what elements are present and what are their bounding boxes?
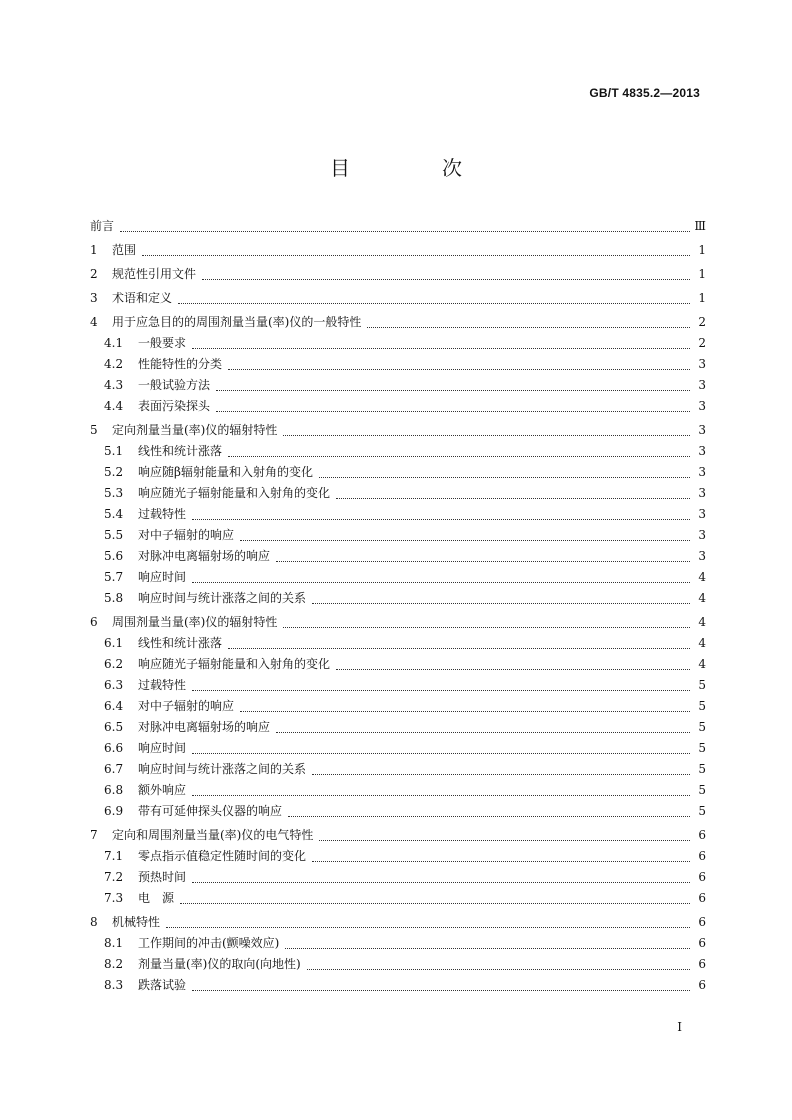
dot-leader [228,368,690,370]
toc-entry[interactable] [90,867,706,888]
dot-leader [288,815,690,817]
toc-entry[interactable] [90,288,706,309]
toc-entry-label: 响应时间与统计涨落之间的关系 [138,591,307,605]
toc-entry[interactable] [90,216,706,237]
toc-entry[interactable] [90,264,706,285]
toc-entry-page: 1 [698,243,706,257]
dot-leader [228,647,690,649]
toc-entry[interactable] [90,354,706,375]
toc-entry-number: 6.5 [104,720,124,734]
toc-entry[interactable] [90,504,706,525]
dot-leader [192,794,690,796]
dot-leader [367,326,690,328]
toc-entry[interactable] [90,780,706,801]
toc-entry-label: 响应随光子辐射能量和入射角的变化 [138,657,331,671]
toc-entry-number: 8 [90,915,98,929]
toc-entry[interactable] [90,801,706,822]
dot-leader [192,881,690,883]
toc-entry-number: 2 [90,267,98,281]
toc-entry-label: 规范性引用文件 [112,267,197,281]
toc-entry[interactable] [90,825,706,846]
toc-entry-number: 8.1 [104,936,124,950]
toc-entry-page: 5 [698,804,706,818]
toc-entry-label: 工作期间的冲击(颤噪效应) [138,936,280,950]
toc-entry-label: 前言 [90,219,115,233]
toc-entry-label: 过载特性 [138,507,187,521]
toc-entry-page: 5 [698,783,706,797]
dot-leader [192,581,690,583]
toc-entry-label: 额外响应 [138,783,187,797]
toc-entry-page: 3 [698,486,706,500]
toc-entry-label: 一般要求 [138,336,187,350]
toc-entry-number: 6.7 [104,762,124,776]
toc-entry[interactable] [90,975,706,996]
toc-entry-label: 机械特性 [112,915,161,929]
toc-entry-number: 6.2 [104,657,124,671]
toc-entry-number: 5.1 [104,444,124,458]
toc-entry-page: 3 [698,507,706,521]
toc-entry[interactable] [90,420,706,441]
toc-entry-page: 5 [698,741,706,755]
toc-entry-page: 4 [698,657,706,671]
toc-entry[interactable] [90,717,706,738]
toc-entry-number: 7 [90,828,98,842]
dot-leader [336,497,690,499]
toc-entry-number: 7.1 [104,849,124,863]
toc-entry-number: 4.4 [104,399,124,413]
toc-entry-number: 5.8 [104,591,124,605]
toc-entry-label: 零点指示值稳定性随时间的变化 [138,849,307,863]
toc-entry-number: 4.3 [104,378,124,392]
toc-entry-page: 6 [698,936,706,950]
dot-leader [120,230,690,232]
toc-entry-number: 6.8 [104,783,124,797]
toc-entry-label: 定向和周围剂量当量(率)仪的电气特性 [112,828,314,842]
toc-entry[interactable] [90,588,706,609]
toc-entry-label: 对中子辐射的响应 [138,528,235,542]
toc-entry-number: 4 [90,315,98,329]
toc-entry-page: 3 [698,528,706,542]
toc-entry[interactable] [90,375,706,396]
dot-leader [276,731,690,733]
toc-entry-label: 范围 [112,243,137,257]
toc-entry-page: 1 [698,291,706,305]
toc-entry-label: 一般试验方法 [138,378,211,392]
toc-entry[interactable] [90,240,706,261]
toc-entry-label: 对脉冲电离辐射场的响应 [138,549,271,563]
toc-entry-number: 6.3 [104,678,124,692]
dot-leader [192,347,690,349]
toc-entry-page: 2 [698,315,706,329]
toc-entry-page: 4 [698,636,706,650]
dot-leader [180,902,690,904]
toc-entry[interactable] [90,654,706,675]
toc-entry[interactable] [90,546,706,567]
page-title: 目 次 [330,156,498,180]
toc-entry-label: 对脉冲电离辐射场的响应 [138,720,271,734]
toc-entry-label: 响应时间 [138,570,187,584]
page-number: I [677,1020,682,1034]
toc-entry[interactable] [90,396,706,417]
toc-entry-label: 周围剂量当量(率)仪的辐射特性 [112,615,278,629]
dot-leader [319,839,690,841]
toc-entry-number: 4.2 [104,357,124,371]
dot-leader [192,518,690,520]
toc-entry-page: 3 [698,423,706,437]
dot-leader [142,254,690,256]
toc-entry-number: 4.1 [104,336,124,350]
toc-entry-number: 6.4 [104,699,124,713]
toc-entry-number: 7.2 [104,870,124,884]
dot-leader [216,389,690,391]
dot-leader [319,476,690,478]
toc-entry[interactable] [90,738,706,759]
toc-entry-page: 2 [698,336,706,350]
toc-entry-page: 5 [698,762,706,776]
toc-entry-page: 6 [698,891,706,905]
toc-entry-label: 电 源 [138,891,175,905]
toc-entry-page: 6 [698,957,706,971]
table-of-contents [90,216,706,996]
dot-leader [178,302,690,304]
dot-leader [312,860,690,862]
toc-entry-number: 5.7 [104,570,124,584]
toc-entry-page: 6 [698,828,706,842]
toc-entry-page: 6 [698,849,706,863]
toc-entry-number: 5.3 [104,486,124,500]
toc-entry-number: 1 [90,243,98,257]
dot-leader [285,947,690,949]
toc-entry-page: 6 [698,870,706,884]
toc-entry-label: 对中子辐射的响应 [138,699,235,713]
toc-entry[interactable] [90,462,706,483]
toc-entry-page: 3 [698,549,706,563]
toc-entry-label: 跌落试验 [138,978,187,992]
dot-leader [228,455,690,457]
toc-entry[interactable] [90,441,706,462]
toc-entry-label: 线性和统计涨落 [138,444,223,458]
toc-entry-page: 5 [698,720,706,734]
toc-entry-page: 1 [698,267,706,281]
dot-leader [312,602,690,604]
toc-entry[interactable] [90,612,706,633]
toc-entry-page: Ⅲ [694,219,706,233]
toc-entry[interactable] [90,954,706,975]
toc-entry-number: 6.6 [104,741,124,755]
toc-entry-number: 8.2 [104,957,124,971]
toc-entry[interactable] [90,759,706,780]
toc-entry-page: 4 [698,591,706,605]
dot-leader [336,668,690,670]
toc-entry-number: 3 [90,291,98,305]
dot-leader [192,752,690,754]
toc-entry-number: 8.3 [104,978,124,992]
dot-leader [216,410,690,412]
dot-leader [192,689,690,691]
dot-leader [240,710,690,712]
toc-entry-number: 6.1 [104,636,124,650]
toc-entry-label: 用于应急目的的周围剂量当量(率)仪的一般特性 [112,315,362,329]
dot-leader [307,968,690,970]
toc-entry-number: 5.2 [104,465,124,479]
toc-entry-number: 5.4 [104,507,124,521]
toc-entry[interactable] [90,525,706,546]
toc-entry-label: 响应时间 [138,741,187,755]
toc-entry-page: 6 [698,978,706,992]
dot-leader [202,278,690,280]
dot-leader [283,626,690,628]
toc-entry-label: 线性和统计涨落 [138,636,223,650]
toc-entry[interactable] [90,888,706,909]
toc-entry-page: 5 [698,699,706,713]
toc-entry-page: 4 [698,615,706,629]
toc-entry-page: 5 [698,678,706,692]
toc-entry-label: 表面污染探头 [138,399,211,413]
dot-leader [276,560,690,562]
toc-entry[interactable] [90,846,706,867]
toc-entry-page: 3 [698,399,706,413]
toc-entry[interactable] [90,633,706,654]
toc-entry-label: 预热时间 [138,870,187,884]
toc-entry[interactable] [90,912,706,933]
toc-entry-label: 剂量当量(率)仪的取向(向地性) [138,957,301,971]
toc-entry-page: 3 [698,444,706,458]
toc-entry-label: 术语和定义 [112,291,173,305]
toc-entry-label: 带有可延伸探头仪器的响应 [138,804,283,818]
toc-entry-label: 性能特性的分类 [138,357,223,371]
dot-leader [166,926,690,928]
toc-entry-number: 6 [90,615,98,629]
toc-entry[interactable] [90,933,706,954]
toc-entry-label: 定向剂量当量(率)仪的辐射特性 [112,423,278,437]
toc-entry[interactable] [90,312,706,333]
toc-entry-page: 3 [698,378,706,392]
toc-entry-label: 响应随光子辐射能量和入射角的变化 [138,486,331,500]
dot-leader [192,989,690,991]
toc-entry[interactable] [90,675,706,696]
toc-entry-number: 7.3 [104,891,124,905]
toc-entry-label: 过载特性 [138,678,187,692]
toc-entry-label: 响应随β辐射能量和入射角的变化 [138,465,313,479]
toc-entry[interactable] [90,333,706,354]
dot-leader [283,434,690,436]
toc-entry-number: 5.5 [104,528,124,542]
toc-entry-number: 5.6 [104,549,124,563]
toc-entry-label: 响应时间与统计涨落之间的关系 [138,762,307,776]
standard-code: GB/T 4835.2—2013 [589,86,700,100]
toc-entry-number: 5 [90,423,98,437]
toc-entry[interactable] [90,483,706,504]
toc-entry-page: 6 [698,915,706,929]
toc-entry-number: 6.9 [104,804,124,818]
toc-entry-page: 3 [698,465,706,479]
toc-entry[interactable] [90,696,706,717]
toc-entry-page: 4 [698,570,706,584]
toc-entry-page: 3 [698,357,706,371]
dot-leader [312,773,690,775]
dot-leader [240,539,690,541]
toc-entry[interactable] [90,567,706,588]
